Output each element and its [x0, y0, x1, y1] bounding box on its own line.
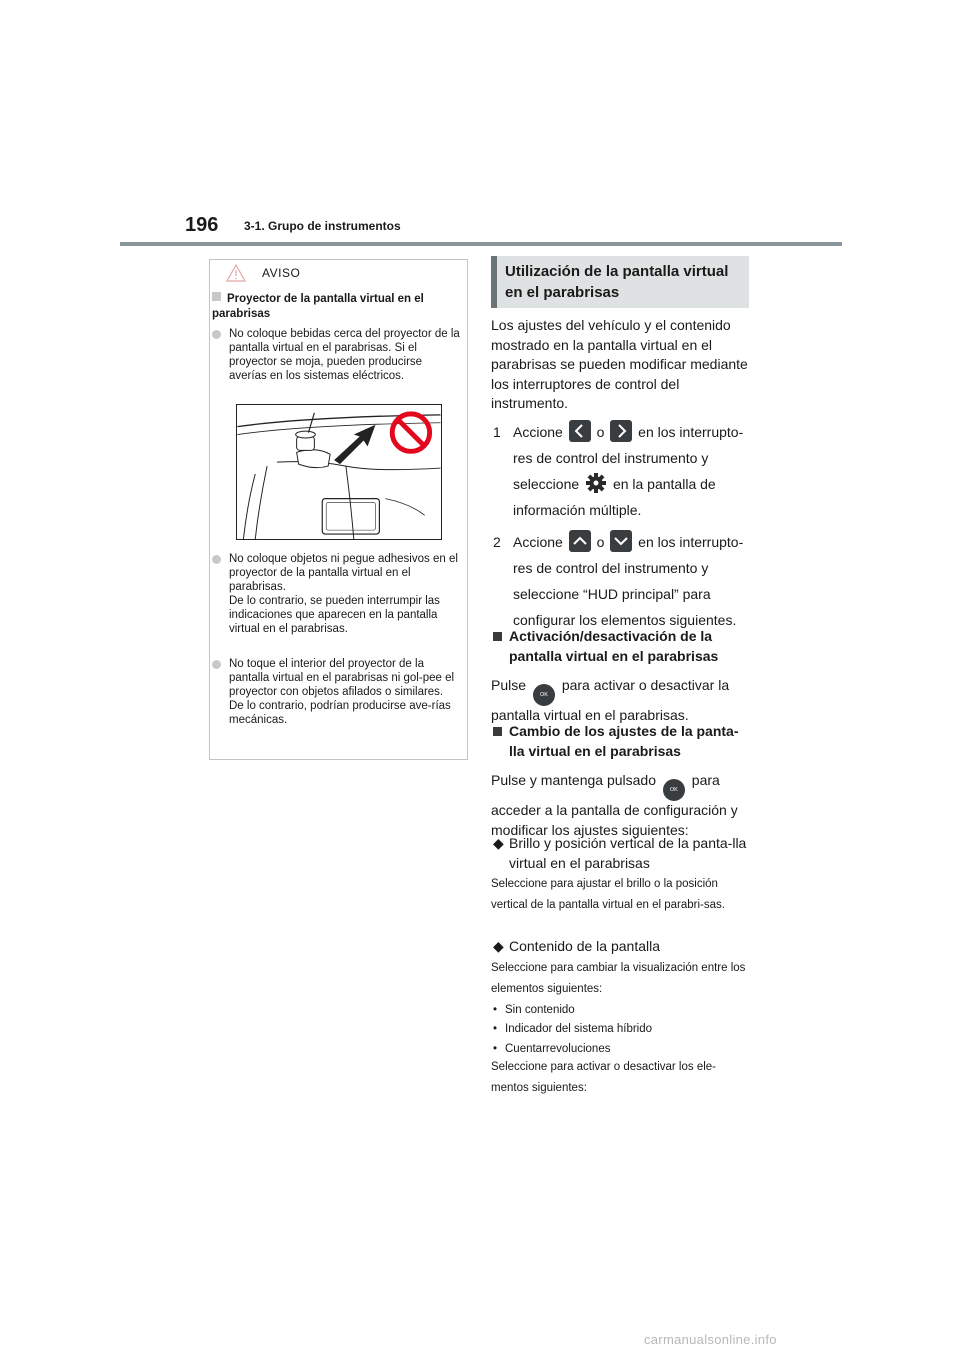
item-description: Seleccione para cambiar la visualización entre los elementos siguientes: [491, 962, 746, 995]
chevron-right-icon [610, 420, 632, 442]
warning-header [210, 260, 467, 286]
subheading-activation: Activación/desactivación de la pantalla virtual en el parabrisas [491, 627, 749, 666]
step-number: 1 [493, 424, 501, 440]
page-number: 196 [185, 214, 219, 236]
bullet-dot-icon [212, 330, 221, 339]
ok-button-icon: OK [663, 779, 685, 801]
bullet-dot-icon [212, 660, 221, 669]
chevron-down-icon [610, 530, 632, 552]
diamond-bullet-icon: ◆ [493, 835, 504, 851]
warning-bullet: No coloque bebidas cerca del proyector de la pantalla virtual en el parabrisas. Si el proyector se moja, pueden producirse averías en los sistemas eléctricos. [212, 327, 460, 383]
subheading-settings: Cambio de los ajustes de la panta-lla virtual en el parabrisas [491, 722, 749, 761]
activation-paragraph: Pulse OK para activar o desactivar la pantalla virtual en el parabrisas. [491, 677, 730, 723]
warning-triangle-icon [226, 264, 246, 282]
section-heading: Utilización de la pantalla virtual en el parabrisas [491, 256, 749, 308]
diamond-bullet-icon: ◆ [493, 938, 504, 954]
warning-box [209, 259, 468, 760]
square-bullet-icon [493, 727, 502, 736]
chevron-up-icon [569, 530, 591, 552]
step-2: 2 Accione o en los interrupto-res de control del instrumento y seleccione “HUD principal” para configurar los elementos siguientes. [491, 529, 749, 633]
settings-paragraph: Pulse y mantenga pulsado OK para acceder a la pantalla de configuración y modificar los ajustes siguientes: [491, 772, 738, 838]
section-title: 3-1. Grupo de instrumentos [244, 219, 401, 233]
gear-icon [585, 472, 607, 494]
intro-paragraph: Los ajustes del vehículo y el contenido mostrado en la pantalla virtual en el parabrisas se pueden modificar mediante los interruptores de control del instrumento. [491, 317, 748, 411]
warning-bullet: No toque el interior del proyector de la pantalla virtual en el parabrisas ni gol-pee el proyector con objetos afilados o similares. De lo contrario, podrían producirse ave-rías mecánicas. [212, 657, 460, 727]
list-item: ◆ Brillo y posición vertical de la panta-lla virtual en el parabrisas [493, 835, 747, 871]
list-item: • Cuentarrevoluciones [493, 1043, 611, 1055]
header-rule [120, 242, 842, 246]
square-bullet-icon [212, 292, 221, 301]
step-1: 1 Accione o en los interrupto-res de control del instrumento y seleccione en la pantalla de información múltiple. [491, 419, 749, 523]
square-bullet-icon [493, 632, 502, 641]
step-number: 2 [493, 534, 501, 550]
list-item: • Sin contenido [493, 1004, 575, 1016]
chevron-left-icon [569, 420, 591, 442]
warning-label: AVISO [262, 266, 301, 280]
closing-paragraph: Seleccione para activar o desactivar los ele-mentos siguientes: [491, 1061, 717, 1094]
item-description: Seleccione para ajustar el brillo o la posición vertical de la pantalla virtual en el parabri-sas. [491, 878, 725, 911]
watermark: carmanualsonline.info [644, 1332, 777, 1347]
projector-illustration [236, 404, 442, 540]
warning-bullet: No coloque objetos ni pegue adhesivos en el proyector de la pantalla virtual en el parabrisas. De lo contrario, se pueden interrumpir las indicaciones que aparecen en la pantalla virtual en el parabrisas. [212, 552, 460, 636]
list-item: • Indicador del sistema híbrido [493, 1023, 653, 1035]
list-item: ◆ Contenido de la pantalla [491, 937, 749, 957]
ok-button-icon: OK [533, 684, 555, 706]
bullet-dot-icon [212, 555, 221, 564]
warning-subtitle: Proyector de la pantalla virtual en el parabrisas [212, 293, 424, 320]
